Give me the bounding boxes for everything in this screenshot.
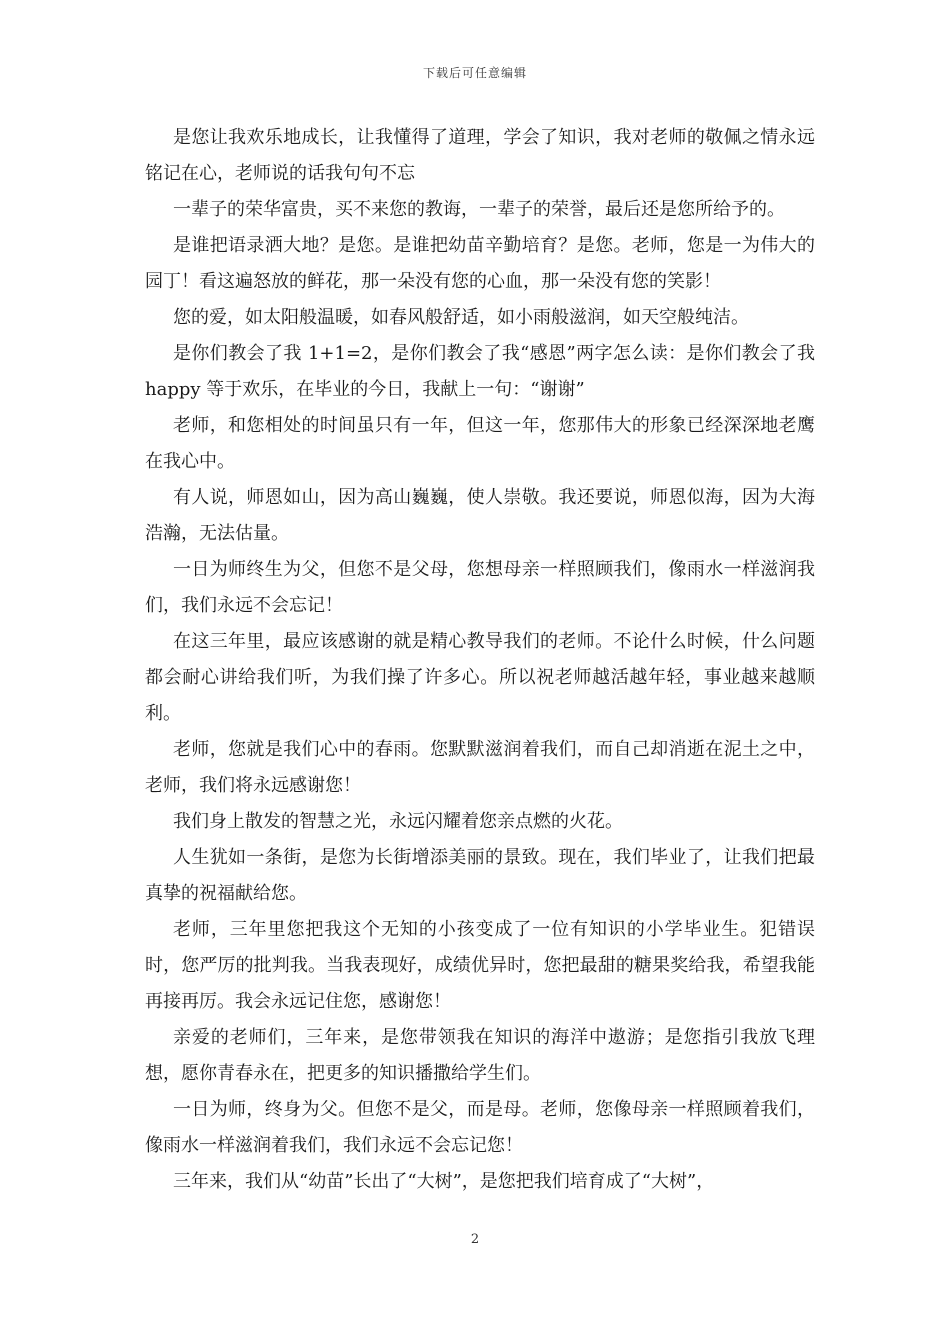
paragraph: 是你们教会了我 1+1=2，是你们教会了我“感恩”两字怎么读：是你们教会了我 happy 等于欢乐，在毕业的今日，我献上一句：“谢谢”	[145, 343, 815, 400]
paragraph: 一日为师，终身为父。但您不是父，而是母。老师，您像母亲一样照顾着我们，像雨水一样滋润着我们，我们永远不会忘记您！	[145, 1099, 815, 1156]
paragraph: 老师，您就是我们心中的春雨。您默默滋润着我们，而自己却消逝在泥土之中，老师，我们将永远感谢您！	[145, 739, 815, 796]
paragraph: 您的爱，如太阳般温暖，如春风般舒适，如小雨般滋润，如天空般纯洁。	[173, 307, 749, 328]
paragraph: 一日为师终生为父，但您不是父母，您想母亲一样照顾我们，像雨水一样滋润我们，我们永远不会忘记！	[145, 559, 815, 616]
paragraph: 人生犹如一条街，是您为长街增添美丽的景致。现在，我们毕业了，让我们把最真挚的祝福献给您。	[145, 847, 815, 904]
paragraph: 在这三年里，最应该感谢的就是精心教导我们的老师。不论什么时候，什么问题都会耐心讲给我们听，为我们操了许多心。所以祝老师越活越年轻，事业越来越顺利。	[145, 631, 815, 724]
document-body	[145, 120, 815, 1200]
paragraph: 亲爱的老师们，三年来，是您带领我在知识的海洋中遨游；是您指引我放飞理想，愿你青春永在，把更多的知识播撒给学生们。	[145, 1027, 815, 1084]
page-number: 2	[470, 1232, 480, 1247]
paragraph: 老师，三年里您把我这个无知的小孩变成了一位有知识的小学毕业生。犯错误时，您严厉的批判我。当我表现好，成绩优异时，您把最甜的糖果奖给我，希望我能再接再厉。我会永远记住您，感谢您！	[145, 919, 815, 1012]
paragraph: 有人说，师恩如山，因为高山巍巍，使人崇敬。我还要说，师恩似海，因为大海浩瀚，无法估量。	[145, 487, 815, 544]
paragraph: 一辈子的荣华富贵，买不来您的教诲，一辈子的荣誉，最后还是您所给予的。	[173, 199, 785, 220]
paragraph: 三年来，我们从“幼苗”长出了“大树”，是您把我们培育成了“大树”，	[173, 1171, 715, 1192]
paragraph: 是您让我欢乐地成长，让我懂得了道理，学会了知识，我对老师的敬佩之情永远铭记在心，老师说的话我句句不忘	[145, 127, 815, 184]
paragraph: 我们身上散发的智慧之光，永远闪耀着您亲点燃的火花。	[173, 811, 623, 832]
page-header: 下载后可任意编辑	[422, 66, 527, 80]
paragraph: 老师，和您相处的时间虽只有一年，但这一年，您那伟大的形象已经深深地老鹰在我心中。	[145, 415, 815, 472]
paragraph: 是谁把语录洒大地？是您。是谁把幼苗辛勤培育？是您。老师，您是一为伟大的园丁！看这遍怒放的鲜花，那一朵没有您的心血，那一朵没有您的笑影！	[145, 235, 815, 292]
